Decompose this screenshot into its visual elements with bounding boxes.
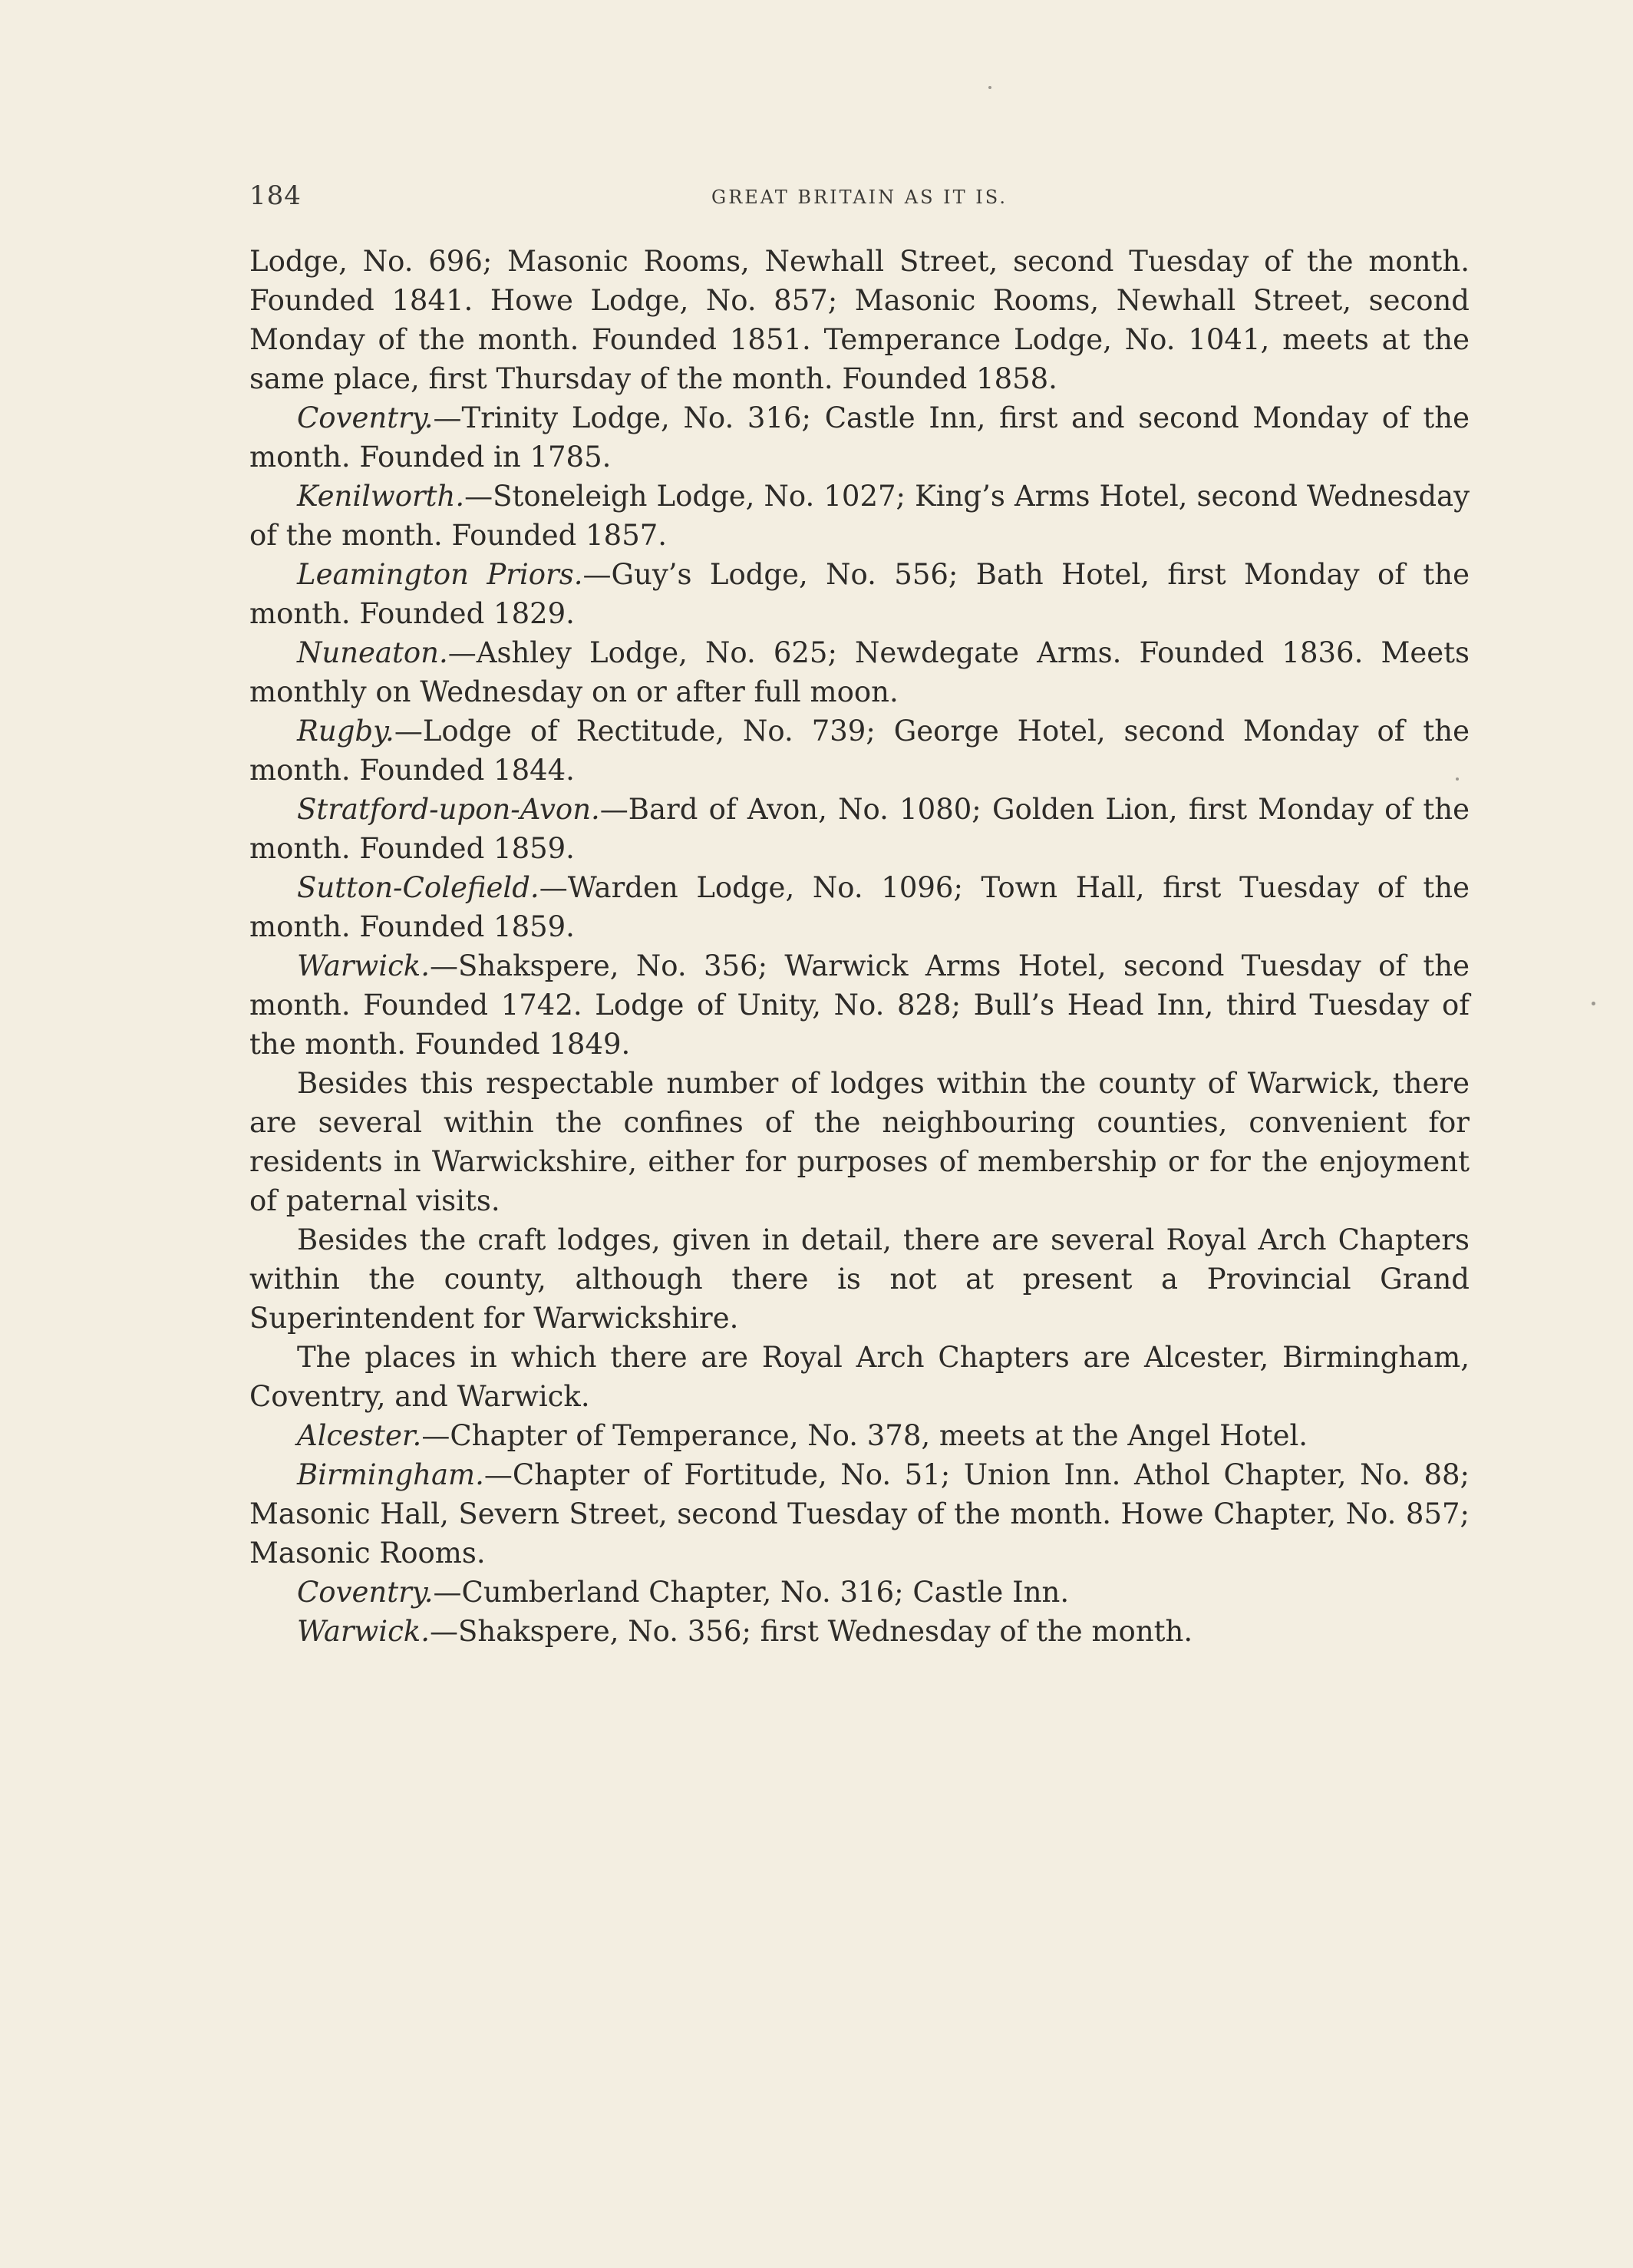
place-name: Coventry. [297, 1576, 434, 1609]
place-name: Kenilworth. [297, 480, 465, 513]
page-header [249, 180, 1470, 219]
paragraph [249, 398, 1470, 477]
place-name: Rugby. [297, 715, 394, 748]
paragraph [249, 633, 1470, 711]
place-name: Stratford-upon-Avon. [297, 793, 600, 826]
paragraph-text: Lodge, No. 696; Masonic Rooms, Newhall Street, second Tuesday of the month. Founded 1841. Howe Lodge, No. 857; Masonic Rooms, Newhall Street, second Monday of the month. Founded 1851. Temperance Lodge, No. 1041, meets at the same place, first Thursday of the month. Founded 1858. [249, 245, 1470, 395]
paper-speck [1456, 777, 1459, 781]
paragraph [249, 1220, 1470, 1338]
place-name: Nuneaton. [297, 636, 448, 669]
paragraph [249, 1338, 1470, 1416]
paragraph-text: Besides the craft lodges, given in detail, there are several Royal Arch Chapters within the county, although there is not at present a Provincial Grand Superintendent for Warwickshire. [249, 1223, 1470, 1335]
paragraph [249, 868, 1470, 946]
paragraph [249, 946, 1470, 1064]
paragraph [249, 1455, 1470, 1573]
paragraph-text: —Lodge of Rectitude, No. 739; George Hotel, second Monday of the month. Founded 1844. [249, 715, 1470, 787]
place-name: Leamington Priors. [297, 558, 583, 591]
body-text [249, 242, 1470, 1651]
place-name: Coventry. [297, 401, 434, 434]
paragraph [249, 242, 1470, 398]
paragraph [249, 1416, 1470, 1455]
paragraph-text: —Bard of Avon, No. 1080; Golden Lion, first Monday of the month. Founded 1859. [249, 793, 1470, 865]
paragraph-text: The places in which there are Royal Arch Chapters are Alcester, Birmingham, Coventry, and Warwick. [249, 1341, 1470, 1413]
paragraph [249, 711, 1470, 790]
place-name: Sutton-Colefield. [297, 871, 539, 904]
paper-speck [988, 86, 991, 89]
page-number: 184 [249, 180, 302, 211]
paragraph-text: —Stoneleigh Lodge, No. 1027; King’s Arms Hotel, second Wednesday of the month. Founded 1857. [249, 480, 1470, 552]
paragraph-text: —Chapter of Fortitude, No. 51; Union Inn. Athol Chapter, No. 88; Masonic Hall, Severn Street, second Tuesday of the month. Howe Chapter, No. 857; Masonic Rooms. [249, 1458, 1470, 1570]
paragraph-text: Besides this respectable number of lodges within the county of Warwick, there are several within the confines of the neighbouring counties, convenient for residents in Warwickshire, either for purposes of membership or for the enjoyment of paternal visits. [249, 1067, 1470, 1217]
paragraph-text: —Chapter of Temperance, No. 378, meets at the Angel Hotel. [421, 1419, 1308, 1452]
paragraph-text: —Cumberland Chapter, No. 316; Castle Inn. [433, 1576, 1070, 1609]
paragraph [249, 790, 1470, 868]
paragraph-text: —Trinity Lodge, No. 316; Castle Inn, first and second Monday of the month. Founded in 1785. [249, 401, 1470, 474]
paragraph-text: —Ashley Lodge, No. 625; Newdegate Arms. Founded 1836. Meets monthly on Wednesday on or after full moon. [249, 636, 1470, 708]
place-name: Warwick. [297, 1615, 430, 1648]
paragraph [249, 555, 1470, 633]
paragraph [249, 1064, 1470, 1220]
paragraph-text: —Shakspere, No. 356; Warwick Arms Hotel, second Tuesday of the month. Founded 1742. Lodge of Unity, No. 828; Bull’s Head Inn, third Tuesday of the month. Founded 1849. [249, 949, 1470, 1061]
running-title: GREAT BRITAIN AS IT IS. [711, 187, 1008, 208]
place-name: Birmingham. [297, 1458, 484, 1491]
paper-speck [1592, 1002, 1595, 1005]
paragraph [249, 1573, 1470, 1612]
place-name: Alcester. [297, 1419, 422, 1452]
paragraph [249, 477, 1470, 555]
paragraph-text: —Guy’s Lodge, No. 556; Bath Hotel, first Monday of the month. Founded 1829. [249, 558, 1470, 630]
paragraph-text: —Shakspere, No. 356; first Wednesday of the month. [429, 1615, 1193, 1648]
paragraph-text: —Warden Lodge, No. 1096; Town Hall, first Tuesday of the month. Founded 1859. [249, 871, 1470, 943]
paragraph [249, 1612, 1470, 1651]
place-name: Warwick. [297, 949, 430, 982]
